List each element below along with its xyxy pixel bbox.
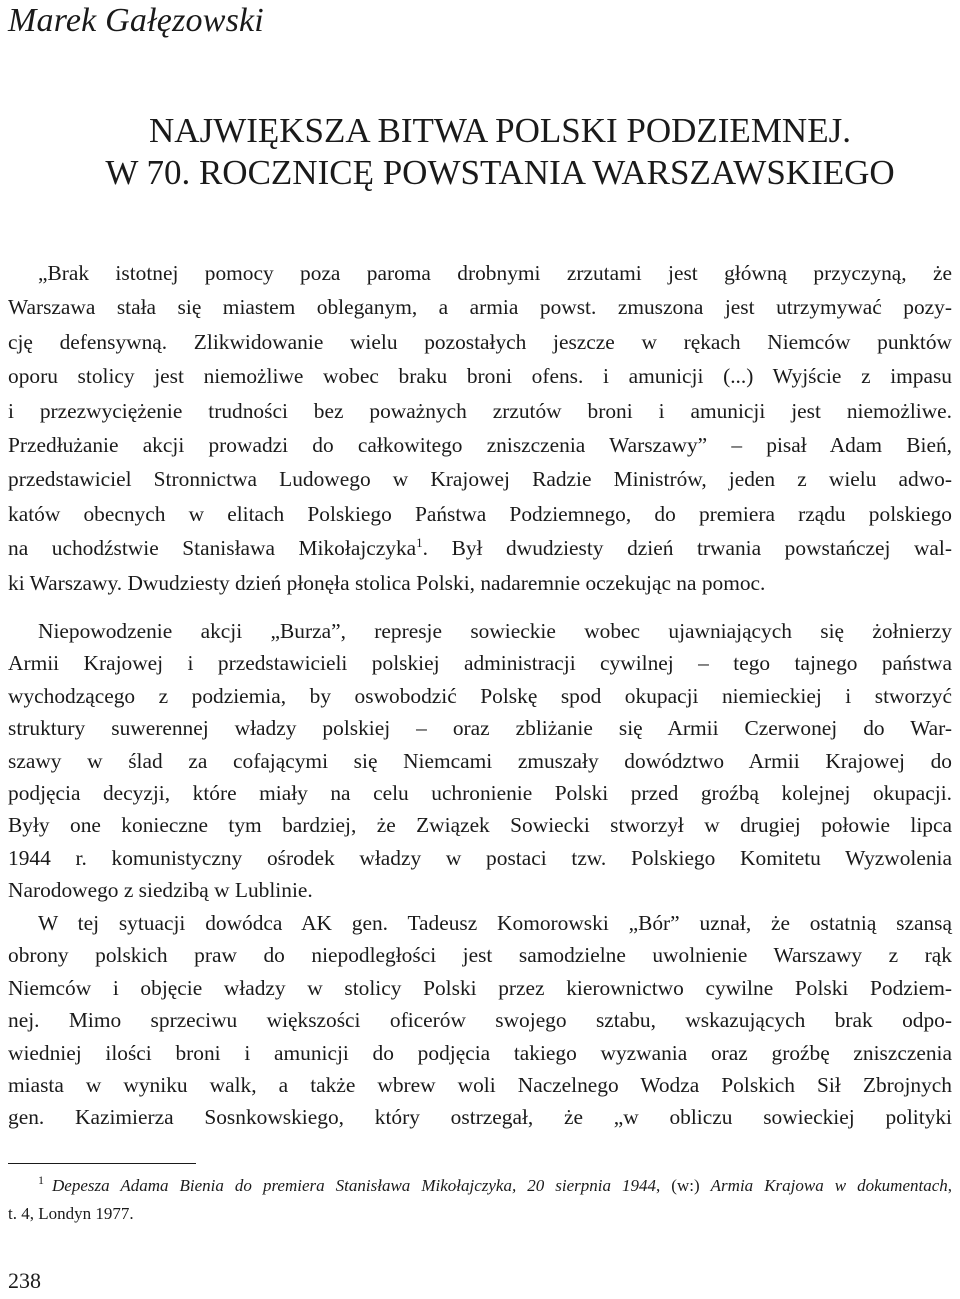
opening-quote-paragraph bbox=[8, 256, 952, 600]
text-fragment: . Był dwudziesty dzień trwania powstańczej wal- bbox=[422, 536, 952, 561]
footnote-number: 1 bbox=[38, 1173, 44, 1188]
footnote-reference: 1 bbox=[416, 535, 423, 550]
text-line: i przezwyciężenie trudności bez poważnych zrzutów broni i amunicji jest niemożliwe. bbox=[8, 398, 952, 423]
body-paragraph-1 bbox=[8, 615, 952, 907]
text-line: Niemców i objęcie władzy w stolicy Polski przez kierownictwo cywilne Polski Podziem- bbox=[8, 975, 952, 1000]
text-line: Niepowodzenie akcji „Burza”, represje sowieckie wobec ujawniających się żołnierzy bbox=[38, 619, 952, 643]
text-line: wychodzącego z podziemia, by oswobodzić Polskę spod okupacji niemieckiej i stworzyć bbox=[8, 683, 952, 708]
text-line: W tej sytuacji dowódca AK gen. Tadeusz Komorowski „Bór” uznał, że ostatnią szansą bbox=[38, 911, 952, 935]
author-name: Marek Gałęzowski bbox=[8, 2, 264, 39]
page-number: 238 bbox=[8, 1268, 41, 1293]
text-line: gen. Kazimierza Sosnkowskiego, który ostrzegał, że „w obliczu sowieckiej polityki bbox=[8, 1105, 952, 1130]
text-line: „Brak istotnej pomocy poza paroma drobnymi zrzutami jest główną przyczyną, że bbox=[38, 261, 952, 285]
text-line: przedstawiciel Stronnictwa Ludowego w Krajowej Radzie Ministrów, jeden z wielu adwo- bbox=[8, 467, 952, 492]
text-line: Armii Krajowej i przedstawicieli polskiej administracji cywilnej – tego tajnego państwa bbox=[8, 651, 952, 676]
text-line: szawy w ślad za cofającymi się Niemcami zmuszały dowództwo Armii Krajowej do bbox=[8, 748, 952, 773]
footnote-line-1 bbox=[8, 1172, 952, 1200]
title-line-1: NAJWIĘKSZA BITWA POLSKI PODZIEMNEJ. bbox=[149, 111, 851, 150]
text-line: ki Warszawy. Dwudziesty dzień płonęła stolica Polski, nadaremnie oczekując na pomoc. bbox=[8, 570, 766, 595]
text-line: Były one konieczne tym bardziej, że Związek Sowiecki stworzył w drugiej połowie lipca bbox=[8, 813, 952, 838]
text-line: struktury suwerennej władzy polskiej – oraz zbliżanie się Armii Czerwonej do War- bbox=[8, 716, 952, 741]
text-line: Przedłużanie akcji prowadzi do całkowitego zniszczenia Warszawy” – pisał Adam Bień, bbox=[8, 432, 952, 457]
footnote-divider bbox=[8, 1163, 196, 1164]
text-line: obrony polskich praw do niepodległości jest samodzielne uwolnienie Warszawy z rąk bbox=[8, 943, 952, 968]
text-line: wiedniej ilości broni i amunicji do podjęcia takiego wyzwania oraz groźbę zniszczenia bbox=[8, 1040, 952, 1065]
text-line: katów obecnych w elitach Polskiego Państwa Podziemnego, do premiera rządu polskiego bbox=[8, 501, 952, 526]
text-line: Narodowego z siedzibą w Lublinie. bbox=[8, 878, 313, 903]
footnote-source-title: Depesza Adama Bienia do premiera Stanisława Mikołajczyka, 20 sierpnia 1944 bbox=[52, 1176, 657, 1195]
footnote bbox=[8, 1172, 952, 1228]
footnote-text: , bbox=[947, 1176, 953, 1195]
text-line: 1944 r. komunistyczny ośrodek władzy w postaci tzw. Polskiego Komitetu Wyzwolenia bbox=[8, 845, 952, 870]
text-line: cję defensywną. Zlikwidowanie wielu pozostałych jeszcze w rękach Niemców punktów bbox=[8, 329, 952, 354]
title-line-2: W 70. ROCZNICĘ POWSTANIA WARSZAWSKIEGO bbox=[105, 153, 895, 192]
footnote-publication-title: Armia Krajowa w dokumentach bbox=[710, 1176, 948, 1195]
article-title bbox=[70, 110, 930, 194]
text-fragment: na uchodźstwie Stanisława Mikołajczyka bbox=[8, 536, 417, 561]
text-line: nej. Mimo sprzeciwu większości oficerów swojego sztabu, wskazujących brak odpo- bbox=[8, 1008, 952, 1033]
text-line: podjęcia decyzji, które miały na celu uchronienie Polski przed groźbą kolejnej okupacji. bbox=[8, 780, 952, 805]
body-paragraph-2 bbox=[8, 907, 952, 1134]
text-line: miasta w wyniku walk, a także wbrew woli Naczelnego Wodza Polskich Sił Zbrojnych bbox=[8, 1072, 952, 1097]
text-line: Warszawa stała się miastem obleganym, a armia powst. zmuszona jest utrzymywać pozy- bbox=[8, 295, 952, 320]
text-line: oporu stolicy jest niemożliwe wobec braku broni ofens. i amunicji (...) Wyjście z impasu bbox=[8, 364, 952, 389]
footnote-text: , (w:) bbox=[656, 1176, 711, 1195]
text-line bbox=[8, 531, 952, 565]
footnote-line-2: t. 4, Londyn 1977. bbox=[8, 1204, 134, 1223]
